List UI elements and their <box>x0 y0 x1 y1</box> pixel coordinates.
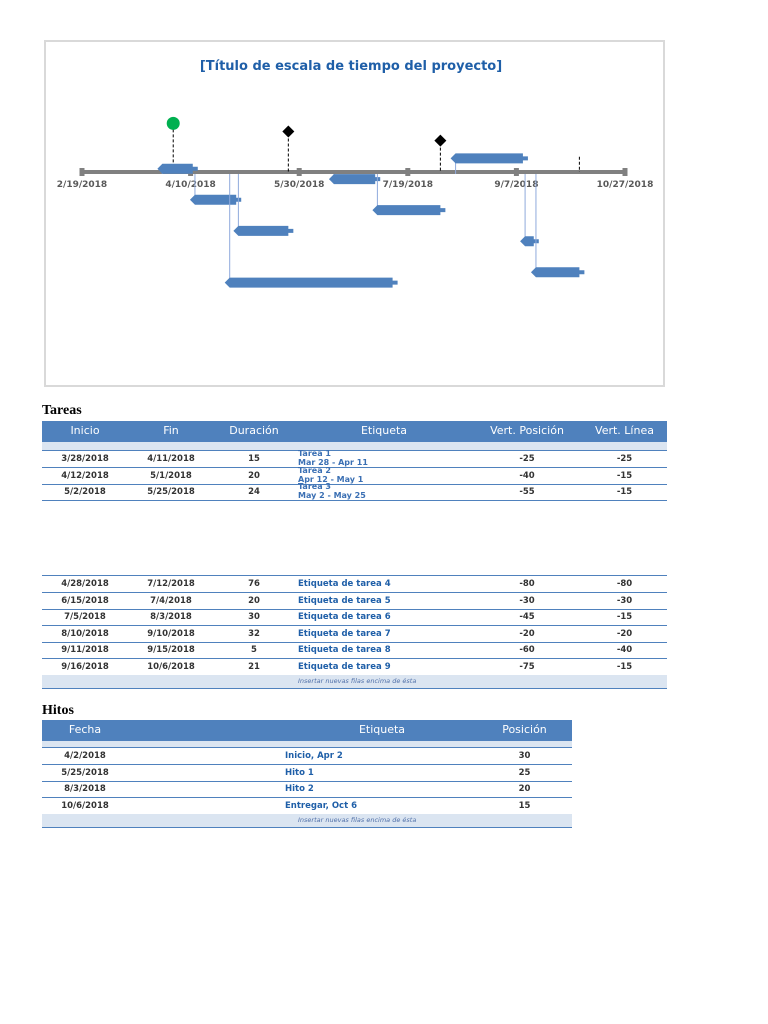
table-row[interactable] <box>42 626 667 643</box>
cell-posicion: 25 <box>518 767 531 778</box>
cell-inicio: 9/16/2018 <box>61 661 109 672</box>
table-row[interactable] <box>42 798 572 815</box>
milestone-marker-diamond <box>282 126 294 138</box>
axis-tick <box>623 168 628 176</box>
cell-vert-linea: -15 <box>616 661 633 672</box>
axis-tick-label: 5/30/2018 <box>273 180 325 190</box>
table-row[interactable] <box>42 642 667 659</box>
cell-etiqueta-line1: Tarea 1 <box>298 449 331 458</box>
cell-duracion: 30 <box>248 612 260 622</box>
cell-vert-linea: -30 <box>616 595 633 606</box>
table-row[interactable] <box>42 465 667 485</box>
cell-duracion: 15 <box>248 454 260 464</box>
cell-fecha: 10/6/2018 <box>61 800 109 811</box>
cell-vert-linea: -15 <box>616 487 633 497</box>
cell-fin: 5/25/2018 <box>147 487 195 497</box>
cell-vert-posicion: -30 <box>519 595 535 606</box>
tareas-insert-note: Insertar nuevas filas encima de ésta <box>298 677 417 685</box>
header-inicio: Inicio <box>70 424 100 437</box>
header-vert-linea: Vert. Línea <box>595 424 654 437</box>
table-row[interactable] <box>42 484 667 501</box>
cell-etiqueta-line2: May 2 - May 25 <box>298 491 366 500</box>
cell-vert-linea: -80 <box>616 579 633 589</box>
cell-vert-linea: -15 <box>616 612 633 622</box>
hitos-insert-row[interactable] <box>42 814 572 828</box>
task-bar <box>190 195 241 205</box>
cell-inicio: 4/28/2018 <box>61 579 109 589</box>
cell-duracion: 32 <box>248 628 260 639</box>
task-bar <box>157 164 197 174</box>
table-row[interactable] <box>42 451 667 468</box>
cell-duracion: 24 <box>248 487 260 497</box>
axis-tick <box>405 168 410 176</box>
cell-fin: 5/1/2018 <box>150 470 192 481</box>
cell-etiqueta: Etiqueta de tarea 8 <box>298 645 391 655</box>
cell-fecha: 4/2/2018 <box>64 751 106 761</box>
hitos-title: Hitos <box>42 703 74 718</box>
table-row[interactable] <box>42 748 572 765</box>
cell-etiqueta: Etiqueta de tarea 6 <box>298 612 391 622</box>
cell-etiqueta-line1: Tarea 2 <box>298 465 331 475</box>
tareas-spacer-row <box>42 442 667 451</box>
header-etiqueta: Etiqueta <box>360 424 408 437</box>
header-hito-etiqueta: Etiqueta <box>358 723 406 736</box>
cell-duracion: 5 <box>251 645 257 655</box>
cell-fin: 10/6/2018 <box>147 661 195 672</box>
task-bar <box>451 153 528 163</box>
hitos-header-row <box>42 720 572 741</box>
cell-inicio: 7/5/2018 <box>64 612 106 622</box>
cell-vert-posicion: -60 <box>519 645 535 655</box>
cell-duracion: 20 <box>248 595 260 606</box>
axis-tick-label: 2/19/2018 <box>56 180 108 190</box>
milestone-marker-diamond <box>434 135 446 147</box>
cell-fin: 7/4/2018 <box>150 595 192 606</box>
cell-vert-linea: -40 <box>616 645 633 655</box>
cell-fin: 8/3/2018 <box>150 612 192 622</box>
header-vert-posicion: Vert. Posición <box>490 424 564 437</box>
cell-inicio: 9/11/2018 <box>61 645 109 655</box>
cell-etiqueta-line2: Mar 28 - Apr 11 <box>298 458 368 467</box>
axis-tick-label: 9/7/2018 <box>494 180 539 190</box>
task-bar <box>233 226 293 236</box>
cell-fecha: 5/25/2018 <box>61 767 109 778</box>
tareas-header-row <box>42 421 667 442</box>
tareas-insert-row[interactable] <box>42 675 667 689</box>
cell-inicio: 5/2/2018 <box>64 487 106 497</box>
task-bar <box>531 267 584 277</box>
cell-vert-linea: -20 <box>616 628 633 639</box>
header-fecha: Fecha <box>68 723 102 736</box>
cell-posicion: 30 <box>518 751 531 761</box>
timeline-chart-svg <box>46 42 667 389</box>
cell-vert-posicion: -40 <box>519 470 535 481</box>
cell-fecha: 8/3/2018 <box>64 784 106 794</box>
table-row[interactable] <box>42 593 667 610</box>
cell-vert-posicion: -25 <box>519 454 535 464</box>
header-fin: Fin <box>163 424 179 437</box>
axis-tick-label: 7/19/2018 <box>382 180 434 190</box>
axis-tick <box>80 168 85 176</box>
timeline-chart[interactable] <box>44 40 665 387</box>
cell-etiqueta-line2: Apr 12 - May 1 <box>298 474 364 484</box>
cell-duracion: 20 <box>248 470 260 481</box>
cell-hito-etiqueta: Hito 2 <box>285 784 314 794</box>
cell-vert-posicion: -75 <box>519 661 535 672</box>
cell-posicion: 20 <box>518 784 531 794</box>
cell-inicio: 8/10/2018 <box>61 628 109 639</box>
cell-vert-posicion: -45 <box>519 612 535 622</box>
axis-tick-label: 10/27/2018 <box>596 180 654 190</box>
cell-hito-etiqueta: Inicio, Apr 2 <box>285 751 343 761</box>
cell-etiqueta: Etiqueta de tarea 4 <box>298 579 391 589</box>
cell-etiqueta-line1: Tarea 3 <box>298 482 331 491</box>
cell-vert-linea: -15 <box>616 470 633 481</box>
table-row[interactable] <box>42 576 667 593</box>
header-posicion: Posición <box>502 723 547 736</box>
table-row[interactable] <box>42 781 572 798</box>
cell-vert-posicion: -20 <box>519 628 535 639</box>
cell-fin: 9/15/2018 <box>147 645 195 655</box>
cell-inicio: 6/15/2018 <box>61 595 109 606</box>
cell-duracion: 21 <box>248 661 260 672</box>
header-duracion: Duración <box>229 424 279 437</box>
hitos-insert-note: Insertar nuevas filas encima de ésta <box>298 816 417 824</box>
hitos-spacer-row <box>42 741 572 748</box>
table-row[interactable] <box>42 765 572 782</box>
milestone-marker-start <box>167 117 180 130</box>
cell-fin: 7/12/2018 <box>147 579 195 589</box>
chart-title: [Título de escala de tiempo del proyecto] <box>199 59 503 74</box>
task-bar <box>329 174 380 184</box>
task-bar <box>372 205 445 215</box>
cell-etiqueta: Etiqueta de tarea 7 <box>298 628 391 639</box>
cell-etiqueta: Etiqueta de tarea 5 <box>298 595 391 606</box>
task-bar <box>225 278 398 288</box>
tareas-title: Tareas <box>42 403 82 418</box>
table-row[interactable] <box>42 659 667 676</box>
axis-tick <box>514 168 519 176</box>
cell-vert-linea: -25 <box>616 454 633 464</box>
table-row[interactable] <box>42 609 667 626</box>
axis-tick <box>297 168 302 176</box>
cell-inicio: 3/28/2018 <box>61 454 109 464</box>
cell-hito-etiqueta: Entregar, Oct 6 <box>285 800 358 811</box>
cell-vert-posicion: -80 <box>519 579 535 589</box>
axis-tick-label: 4/10/2018 <box>165 180 216 190</box>
cell-fin: 4/11/2018 <box>147 454 195 464</box>
cell-inicio: 4/12/2018 <box>61 470 109 481</box>
cell-hito-etiqueta: Hito 1 <box>285 767 314 778</box>
cell-fin: 9/10/2018 <box>147 628 195 639</box>
cell-vert-posicion: -55 <box>519 487 535 497</box>
cell-duracion: 76 <box>248 579 260 589</box>
cell-etiqueta: Etiqueta de tarea 9 <box>298 661 391 672</box>
cell-posicion: 15 <box>518 800 531 811</box>
